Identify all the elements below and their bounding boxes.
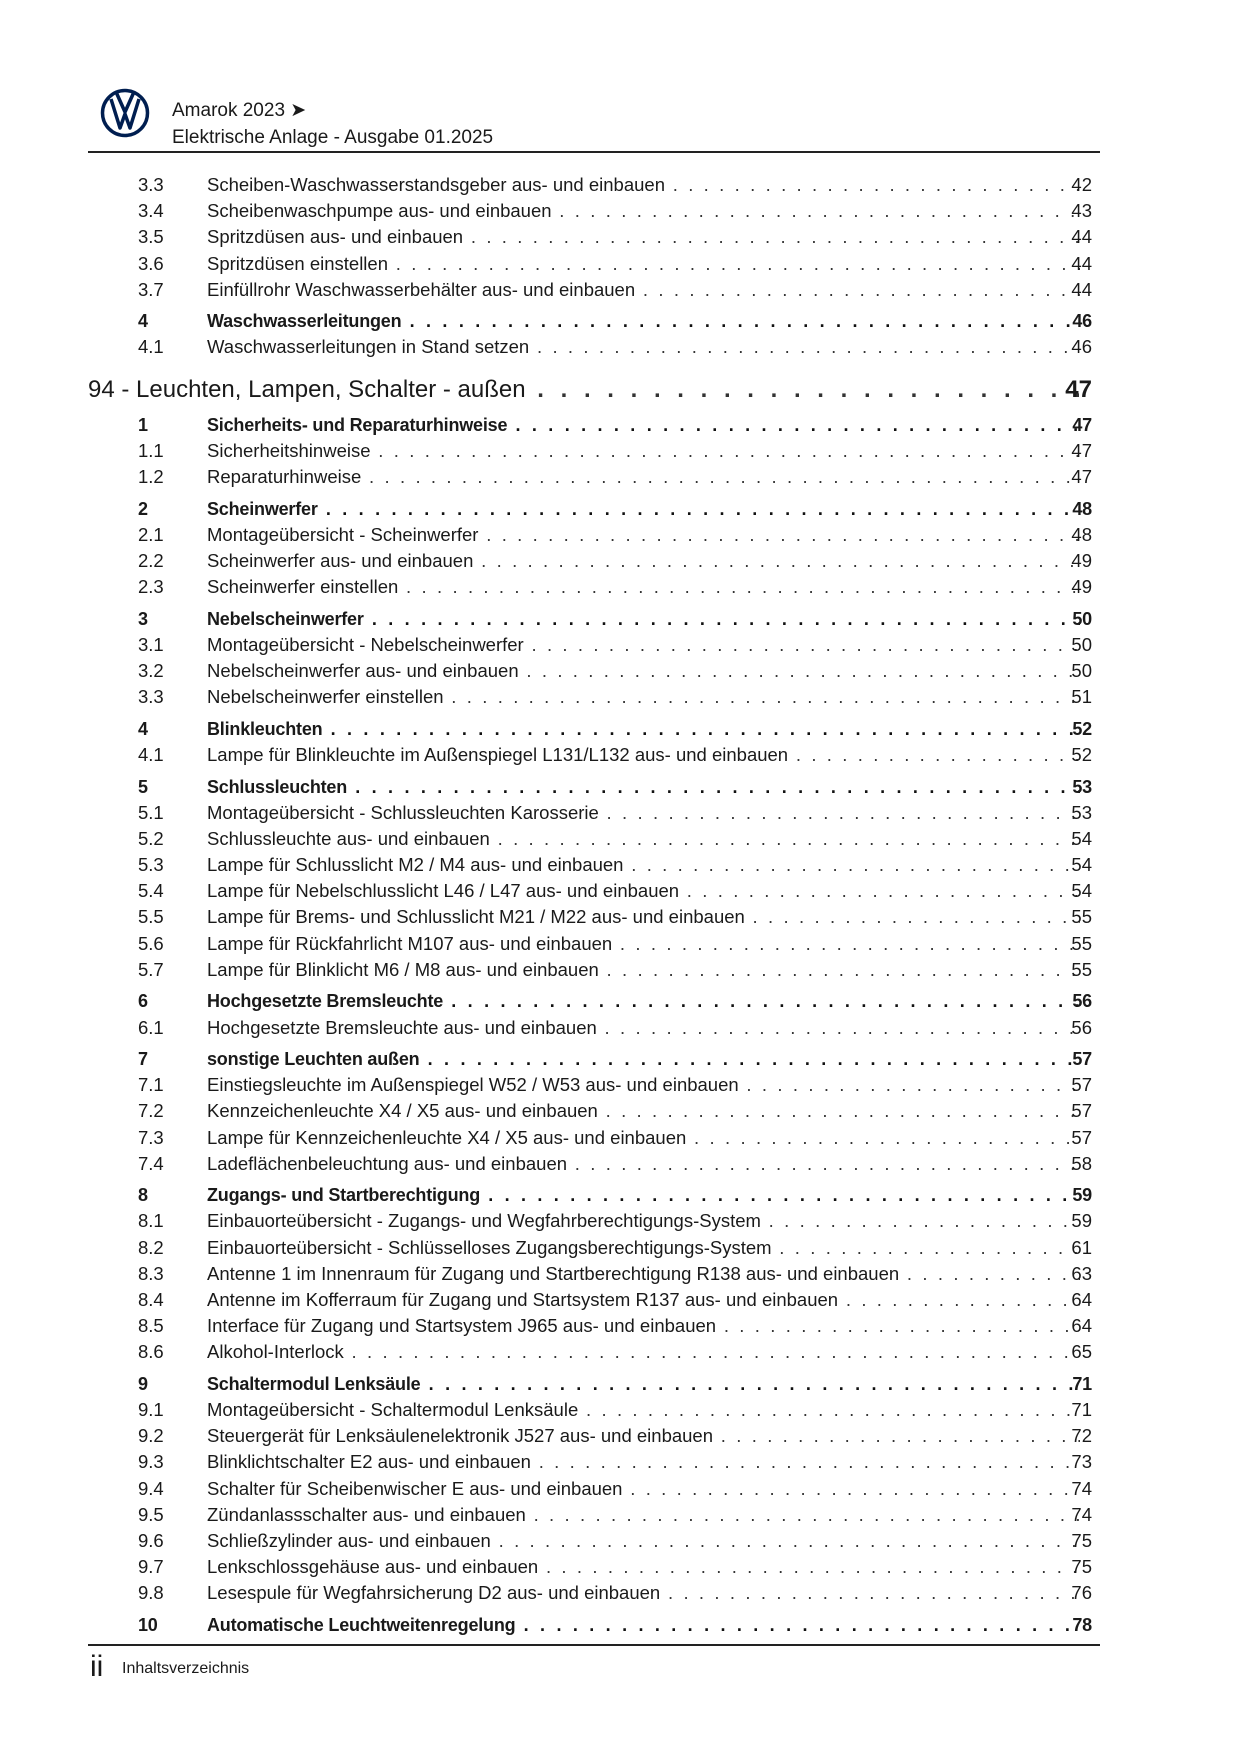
toc-number: 8.4 <box>138 1288 164 1310</box>
footer-label: Inhaltsverzeichnis <box>122 1660 250 1677</box>
toc-number: 8.6 <box>138 1341 164 1363</box>
toc-page-number[interactable]: 54 <box>1071 880 1092 902</box>
toc-section[interactable] <box>0 1046 1240 1072</box>
toc-page-number[interactable]: 51 <box>1071 686 1092 708</box>
toc-page-number[interactable]: 49 <box>1071 550 1092 572</box>
toc-label[interactable]: Steuergerät für Lenksäulenelektronik J527 aus- und einbauen . . . <box>207 1423 1080 1449</box>
toc-page-number[interactable]: 53 <box>1071 801 1092 823</box>
toc-label[interactable]: Antenne 1 im Innenraum für Zugang und Startberechtigung R138 aus- und einbauen . . . <box>207 1261 1080 1287</box>
table-of-contents <box>0 172 1240 1638</box>
toc-entry[interactable] <box>0 1208 1240 1234</box>
toc-label[interactable]: Schließzylinder aus- und einbauen . . . <box>207 1528 1080 1554</box>
toc-number: 5.2 <box>138 827 164 849</box>
toc-number: 7.1 <box>138 1074 164 1096</box>
toc-entry[interactable] <box>0 1261 1240 1287</box>
toc-entry[interactable] <box>0 852 1240 878</box>
toc-entry[interactable] <box>0 1449 1240 1475</box>
toc-chapter[interactable] <box>0 373 1240 407</box>
toc-number: 5.5 <box>138 906 164 928</box>
toc-page-number[interactable]: 46 <box>1072 311 1092 332</box>
toc-label[interactable]: Schlussleuchte aus- und einbauen . . . <box>207 826 1080 852</box>
toc-section[interactable] <box>0 1612 1240 1638</box>
toc-number: 2.1 <box>138 523 164 545</box>
toc-number: 9.7 <box>138 1556 164 1578</box>
toc-entry[interactable] <box>0 931 1240 957</box>
toc-page-number[interactable]: 55 <box>1071 932 1092 954</box>
toc-label[interactable]: Lampe für Nebelschlusslicht L46 / L47 aus- und einbauen . . . <box>207 878 1080 904</box>
toc-page-number[interactable]: 54 <box>1071 854 1092 876</box>
toc-page-number[interactable]: 75 <box>1071 1556 1092 1578</box>
footer-page-number: ii <box>90 1650 104 1683</box>
toc-label[interactable]: Spritzdüsen einstellen . . . <box>207 251 1080 277</box>
toc-page-number[interactable]: 48 <box>1071 523 1092 545</box>
toc-number: 4.1 <box>138 336 164 358</box>
toc-entry[interactable] <box>0 1423 1240 1449</box>
toc-page-number[interactable]: 64 <box>1071 1288 1092 1310</box>
header-divider <box>88 151 1100 153</box>
toc-page-number[interactable]: 59 <box>1071 1210 1092 1232</box>
toc-label[interactable]: Lampe für Schlusslicht M2 / M4 aus- und einbauen . . . <box>207 852 1080 878</box>
toc-label[interactable]: Nebelscheinwerfer einstellen . . . <box>207 684 1080 710</box>
toc-page-number[interactable]: 78 <box>1072 1614 1092 1635</box>
toc-label[interactable]: Einbauorteübersicht - Schlüsselloses Zugangsberechtigungs-System . . . <box>207 1235 1080 1261</box>
toc-number: 3.6 <box>138 252 164 274</box>
toc-page-number[interactable]: 52 <box>1071 744 1092 766</box>
footer-divider <box>88 1644 1100 1646</box>
toc-number: 2 <box>138 498 148 519</box>
toc-label[interactable]: Einbauorteübersicht - Zugangs- und Wegfahrberechtigungs-System . . . <box>207 1208 1080 1234</box>
toc-entry[interactable] <box>0 1125 1240 1151</box>
toc-page-number[interactable]: 50 <box>1072 608 1092 629</box>
toc-label[interactable]: Sicherheitshinweise . . . <box>207 438 1080 464</box>
toc-entry[interactable] <box>0 800 1240 826</box>
toc-number: 5.7 <box>138 958 164 980</box>
toc-label[interactable]: sonstige Leuchten außen . . . <box>207 1046 1080 1072</box>
toc-page-number[interactable]: 57 <box>1071 1126 1092 1148</box>
toc-label[interactable]: Lampe für Kennzeichenleuchte X4 / X5 aus- und einbauen . . . <box>207 1125 1080 1151</box>
toc-number: 8.2 <box>138 1236 164 1258</box>
toc-label[interactable]: Lampe für Brems- und Schlusslicht M21 / M22 aus- und einbauen . . . <box>207 904 1080 930</box>
toc-label[interactable]: Lampe für Blinklicht M6 / M8 aus- und einbauen . . . <box>207 957 1080 983</box>
toc-label[interactable]: Blinklichtschalter E2 aus- und einbauen . . . <box>207 1449 1080 1475</box>
toc-entry[interactable] <box>0 198 1240 224</box>
toc-page-number[interactable]: 55 <box>1071 958 1092 980</box>
toc-entry[interactable] <box>0 1287 1240 1313</box>
toc-section[interactable] <box>0 774 1240 800</box>
toc-entry[interactable] <box>0 1313 1240 1339</box>
toc-entry[interactable] <box>0 251 1240 277</box>
toc-number: 9.4 <box>138 1477 164 1499</box>
toc-label[interactable]: Einstiegsleuchte im Außenspiegel W52 / W53 aus- und einbauen . . . <box>207 1072 1080 1098</box>
toc-entry[interactable] <box>0 438 1240 464</box>
toc-number: 3.3 <box>138 174 164 195</box>
toc-label[interactable]: Scheinwerfer einstellen . . . <box>207 574 1080 600</box>
toc-page-number[interactable]: 47 <box>1065 375 1092 403</box>
toc-number: 9 <box>138 1373 148 1394</box>
toc-entry[interactable] <box>0 632 1240 658</box>
toc-label[interactable]: Waschwasserleitungen . . . <box>207 308 1080 334</box>
toc-number: 9.1 <box>138 1399 164 1421</box>
toc-number: 6 <box>138 991 148 1012</box>
toc-entry[interactable] <box>0 1235 1240 1261</box>
toc-number: 3.2 <box>138 660 164 682</box>
toc-label[interactable]: Reparaturhinweise . . . <box>207 464 1080 490</box>
toc-page-number[interactable]: 63 <box>1071 1262 1092 1284</box>
toc-entry[interactable] <box>0 277 1240 303</box>
toc-number: 3.5 <box>138 226 164 248</box>
toc-page-number[interactable]: 54 <box>1071 827 1092 849</box>
toc-number: 4.1 <box>138 744 164 766</box>
toc-page-number[interactable]: 59 <box>1072 1185 1092 1206</box>
toc-label[interactable]: Waschwasserleitungen in Stand setzen . . . <box>207 334 1080 360</box>
toc-page-number[interactable]: 65 <box>1071 1341 1092 1363</box>
toc-number: 9.3 <box>138 1451 164 1473</box>
toc-entry[interactable] <box>0 878 1240 904</box>
toc-number: 2.3 <box>138 576 164 598</box>
toc-label[interactable]: Schalter für Scheibenwischer E aus- und einbauen . . . <box>207 1476 1080 1502</box>
toc-entry[interactable] <box>0 1072 1240 1098</box>
toc-page-number[interactable]: 43 <box>1071 200 1092 222</box>
toc-label[interactable]: Zugangs- und Startberechtigung . . . <box>207 1182 1080 1208</box>
toc-section[interactable] <box>0 606 1240 632</box>
toc-page-number[interactable]: 71 <box>1072 1373 1092 1394</box>
toc-section[interactable] <box>0 496 1240 522</box>
vw-logo-icon <box>100 88 150 138</box>
toc-page-number[interactable]: 56 <box>1072 991 1092 1012</box>
toc-entry[interactable] <box>0 826 1240 852</box>
toc-label[interactable]: Schlussleuchten . . . <box>207 774 1080 800</box>
toc-entry[interactable] <box>0 658 1240 684</box>
toc-page-number[interactable]: 47 <box>1072 414 1092 435</box>
toc-page-number[interactable]: 46 <box>1071 336 1092 358</box>
toc-page-number[interactable]: 48 <box>1072 498 1092 519</box>
toc-label[interactable]: Einfüllrohr Waschwasserbehälter aus- und einbauen . . . <box>207 277 1080 303</box>
toc-label[interactable]: Kennzeichenleuchte X4 / X5 aus- und einbauen . . . <box>207 1098 1080 1124</box>
toc-label[interactable]: Scheiben-Waschwasserstandsgeber aus- und einbauen . . . <box>207 172 1080 198</box>
toc-page-number[interactable]: 73 <box>1071 1451 1092 1473</box>
toc-label[interactable]: Hochgesetzte Bremsleuchte aus- und einbauen . . . <box>207 1015 1080 1041</box>
toc-label[interactable]: Hochgesetzte Bremsleuchte . . . <box>207 988 1080 1014</box>
toc-entry[interactable] <box>0 957 1240 983</box>
toc-page-number[interactable]: 74 <box>1071 1503 1092 1525</box>
toc-page-number[interactable]: 50 <box>1071 634 1092 655</box>
toc-entry[interactable] <box>0 904 1240 930</box>
toc-page-number[interactable]: 52 <box>1072 718 1092 739</box>
toc-page-number[interactable]: 49 <box>1071 576 1092 598</box>
toc-page-number[interactable]: 42 <box>1071 174 1092 195</box>
toc-number: 4 <box>138 311 148 332</box>
toc-label[interactable]: Sicherheits- und Reparaturhinweise . . . <box>207 412 1080 438</box>
toc-page-number[interactable]: 47 <box>1071 440 1092 462</box>
toc-page-number[interactable]: 75 <box>1071 1529 1092 1551</box>
toc-number: 9.6 <box>138 1529 164 1551</box>
toc-number: 8 <box>138 1185 148 1206</box>
toc-label[interactable]: Spritzdüsen aus- und einbauen . . . <box>207 224 1080 250</box>
toc-number: 9.2 <box>138 1425 164 1447</box>
toc-page-number[interactable]: 47 <box>1071 466 1092 488</box>
toc-page-number[interactable]: 53 <box>1072 776 1092 797</box>
toc-entry[interactable] <box>0 172 1240 198</box>
toc-page-number[interactable]: 57 <box>1071 1100 1092 1122</box>
toc-page-number[interactable]: 44 <box>1071 252 1092 274</box>
toc-entry[interactable] <box>0 522 1240 548</box>
toc-section[interactable] <box>0 412 1240 438</box>
toc-label[interactable]: Montageübersicht - Schaltermodul Lenksäule . . . <box>207 1397 1080 1423</box>
toc-label[interactable]: Scheibenwaschpumpe aus- und einbauen . . . <box>207 198 1080 224</box>
toc-label[interactable]: Blinkleuchten . . . <box>207 716 1080 742</box>
toc-section[interactable] <box>0 1371 1240 1397</box>
toc-entry[interactable] <box>0 548 1240 574</box>
toc-number: 3 <box>138 608 148 629</box>
toc-label[interactable]: Nebelscheinwerfer . . . <box>207 606 1080 632</box>
toc-entry[interactable] <box>0 1580 1240 1606</box>
toc-entry[interactable] <box>0 1339 1240 1365</box>
toc-number: 3.4 <box>138 200 164 222</box>
toc-label[interactable]: Scheinwerfer . . . <box>207 496 1080 522</box>
toc-label[interactable]: Scheinwerfer aus- und einbauen . . . <box>207 548 1080 574</box>
toc-number: 8.3 <box>138 1262 164 1284</box>
toc-section[interactable] <box>0 308 1240 334</box>
document-title: Amarok 2023 ➤ <box>172 100 307 121</box>
toc-number: 3.3 <box>138 686 164 708</box>
toc-number: 5.4 <box>138 880 164 902</box>
toc-label[interactable]: Montageübersicht - Schlussleuchten Karosserie . . . <box>207 800 1080 826</box>
toc-number: 1.1 <box>138 440 164 462</box>
toc-page-number[interactable]: 61 <box>1071 1236 1092 1258</box>
toc-number: 3.7 <box>138 278 164 300</box>
toc-number: 5.6 <box>138 932 164 954</box>
toc-number: 5.1 <box>138 801 164 823</box>
toc-entry[interactable] <box>0 1476 1240 1502</box>
toc-number: 7 <box>138 1049 148 1069</box>
toc-label[interactable]: 94 - Leuchten, Lampen, Schalter - außen . . . <box>88 373 1080 407</box>
toc-page-number[interactable]: 55 <box>1071 906 1092 928</box>
toc-number: 5.3 <box>138 854 164 876</box>
toc-page-number[interactable]: 74 <box>1071 1477 1092 1499</box>
toc-entry[interactable] <box>0 334 1240 360</box>
document-subtitle: Elektrische Anlage - Ausgabe 01.2025 <box>172 127 494 148</box>
toc-section[interactable] <box>0 988 1240 1014</box>
toc-section[interactable] <box>0 716 1240 742</box>
toc-label[interactable]: Alkohol-Interlock . . . <box>207 1339 1080 1365</box>
toc-label[interactable]: Lenkschlossgehäuse aus- und einbauen . . . <box>207 1554 1080 1580</box>
toc-entry[interactable] <box>0 1502 1240 1528</box>
toc-entry[interactable] <box>0 742 1240 768</box>
toc-number: 9.8 <box>138 1582 164 1604</box>
toc-label[interactable]: Interface für Zugang und Startsystem J965 aus- und einbauen . . . <box>207 1313 1080 1339</box>
toc-label[interactable]: Lampe für Blinkleuchte im Außenspiegel L131/L132 aus- und einbauen . . . <box>207 742 1080 768</box>
toc-number: 7.4 <box>138 1152 164 1174</box>
toc-number: 9.5 <box>138 1503 164 1525</box>
toc-number: 8.1 <box>138 1210 164 1232</box>
toc-label[interactable]: Schaltermodul Lenksäule . . . <box>207 1371 1080 1397</box>
toc-entry[interactable] <box>0 1015 1240 1041</box>
toc-label[interactable]: Montageübersicht - Scheinwerfer . . . <box>207 522 1080 548</box>
toc-page-number[interactable]: 76 <box>1071 1582 1092 1604</box>
toc-entry[interactable] <box>0 224 1240 250</box>
toc-page-number[interactable]: 57 <box>1071 1074 1092 1096</box>
toc-label[interactable]: Zündanlassschalter aus- und einbauen . . . <box>207 1502 1080 1528</box>
toc-number: 7.3 <box>138 1126 164 1148</box>
toc-number: 8.5 <box>138 1315 164 1337</box>
toc-page-number[interactable]: 64 <box>1071 1315 1092 1337</box>
toc-number: 4 <box>138 718 148 739</box>
toc-number: 10 <box>138 1614 158 1635</box>
toc-page-number[interactable]: 71 <box>1071 1399 1092 1421</box>
toc-label[interactable]: Antenne im Kofferraum für Zugang und Startsystem R137 aus- und einbauen . . . <box>207 1287 1080 1313</box>
toc-page-number[interactable]: 72 <box>1071 1425 1092 1447</box>
toc-label[interactable]: Lesespule für Wegfahrsicherung D2 aus- und einbauen . . . <box>207 1580 1080 1606</box>
toc-page-number[interactable]: 50 <box>1071 660 1092 682</box>
toc-page-number[interactable]: 44 <box>1071 226 1092 248</box>
toc-page-number[interactable]: 44 <box>1071 278 1092 300</box>
toc-entry[interactable] <box>0 1528 1240 1554</box>
toc-number: 1.2 <box>138 466 164 488</box>
toc-page-number[interactable]: 58 <box>1071 1152 1092 1174</box>
toc-entry[interactable] <box>0 464 1240 490</box>
toc-entry[interactable] <box>0 1098 1240 1124</box>
toc-entry[interactable] <box>0 684 1240 710</box>
toc-label[interactable]: Montageübersicht - Nebelscheinwerfer . . . <box>207 632 1080 658</box>
toc-number: 5 <box>138 776 148 797</box>
toc-label[interactable]: Lampe für Rückfahrlicht M107 aus- und einbauen . . . <box>207 931 1080 957</box>
toc-label[interactable]: Automatische Leuchtweitenregelung . . . <box>207 1612 1080 1638</box>
toc-page-number[interactable]: 56 <box>1071 1016 1092 1038</box>
toc-page-number[interactable]: 57 <box>1072 1049 1092 1069</box>
toc-label[interactable]: Nebelscheinwerfer aus- und einbauen . . . <box>207 658 1080 684</box>
toc-entry[interactable] <box>0 1151 1240 1177</box>
toc-number: 6.1 <box>138 1016 164 1038</box>
toc-number: 1 <box>138 414 148 435</box>
toc-section[interactable] <box>0 1182 1240 1208</box>
toc-number: 2.2 <box>138 550 164 572</box>
toc-entry[interactable] <box>0 1397 1240 1423</box>
toc-entry[interactable] <box>0 574 1240 600</box>
toc-label[interactable]: Ladeflächenbeleuchtung aus- und einbauen . . . <box>207 1151 1080 1177</box>
toc-number: 3.1 <box>138 634 164 655</box>
toc-entry[interactable] <box>0 1554 1240 1580</box>
toc-number: 7.2 <box>138 1100 164 1122</box>
